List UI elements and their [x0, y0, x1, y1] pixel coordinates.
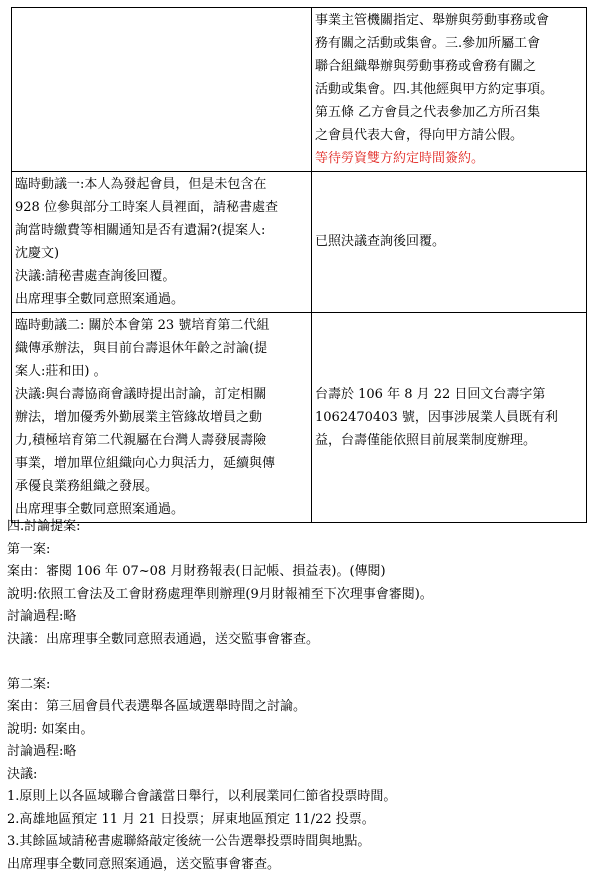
case-explanation: 說明: 如案由。 [7, 721, 94, 737]
text-line: 聯合組織舉辦與勞動事務或會務有關之 [315, 59, 537, 74]
case-subject: 案由：第三屆會員代表選舉各區域選舉時間之討論。 [7, 699, 307, 714]
text-line: 928 位參與部分工時案人員裡面，請秘書處查 [15, 200, 278, 215]
minutes-table [11, 7, 587, 523]
resolution-item: 1.原則上以各區域聯合會議當日舉行，以利展業同仁節省投票時間。 [7, 789, 397, 804]
text-line: 第五條 乙方會員之代表參加乙方所召集 [315, 105, 541, 120]
case-process: 討論過程:略 [7, 744, 77, 759]
table-cell-empty [12, 8, 312, 172]
case-resolution-label: 決議: [7, 766, 38, 782]
text-line: 臨時動議二: 關於本會第 23 號培育第二代組 [15, 318, 270, 333]
case-process: 討論過程:略 [7, 609, 77, 624]
status-note-red: 等待勞資雙方約定時間簽約。 [315, 151, 485, 166]
text-line: 詢當時繳費等相關通知是否有遺漏?(提案人: [15, 223, 266, 238]
text-line: 務有關之活動或集會。三.參加所屬工會 [315, 36, 541, 51]
text-line: 益，台壽僅能依照目前展業制度辦理。 [315, 433, 537, 448]
discussion-section [7, 516, 583, 876]
case-final-resolution: 出席理事全數同意照案通過，送交監事會審查。 [7, 856, 281, 872]
resolution-item: 2.高雄地區預定 11 月 21 日投票；屏東地區預定 11/22 投票。 [7, 811, 375, 827]
text-line: 織傳承辦法，與目前台壽退休年齡之討論(提 [15, 341, 268, 356]
case-title: 第二案: [7, 676, 51, 692]
text-line: 沈慶文) [15, 246, 60, 261]
text-line: 出席理事全數同意照案通過。 [15, 292, 185, 307]
text-line: 案人:莊和田) 。 [15, 364, 107, 379]
text-line: 之會員代表大會，得向甲方請公假。 [315, 128, 524, 143]
table-row [12, 8, 587, 172]
case-title: 第一案: [7, 541, 51, 557]
case-explanation: 說明:依照工會法及工會財務處理準則辦理(9月財報補至下次理事會審閱)。 [7, 586, 433, 602]
spacer [7, 651, 583, 674]
text-line: 承優良業務組織之發展。 [15, 479, 159, 494]
case-resolution: 決議：出席理事全數同意照表通過，送交監事會審查。 [7, 631, 320, 647]
resolution-item: 3.其餘區域請秘書處聯絡敲定後統一公告選舉投票時間與地點。 [7, 834, 371, 849]
text-line: 事業，增加單位組織向心力與活力，延續與傳 [15, 456, 276, 471]
text-line: 1062470403 號，因事涉展業人員既有利 [315, 410, 558, 425]
section-heading: 四.討論提案: [7, 519, 81, 534]
text-line: 決議:請秘書處查詢後回覆。 [15, 269, 176, 284]
table-cell-motion-1 [12, 172, 312, 313]
text-line: 活動或集會。四.其他經與甲方約定事項。 [315, 82, 554, 97]
table-cell-motion-1-result [312, 172, 587, 313]
case-subject: 案由：審閱 106 年 07~08 月財務報表(日記帳、損益表)。(傳閱) [7, 564, 386, 579]
text-line: 辦法，增加優秀外勤展業主管緣故增員之動 [15, 410, 263, 425]
table-cell-motion-2-result [312, 313, 587, 523]
text-line: 台壽於 106 年 8 月 22 日回文台壽字第 [315, 387, 546, 402]
table-row [12, 172, 587, 313]
text-line: 已照決議查詢後回覆。 [315, 234, 446, 249]
table-cell-resolution-continued [312, 8, 587, 172]
text-line: 決議:與台壽協商會議時提出討論，訂定相關 [15, 387, 267, 402]
text-line: 出席理事全數同意照案通過。 [15, 502, 185, 517]
text-line: 事業主管機關指定、舉辦與勞動事務或會 [315, 13, 550, 28]
table-row [12, 313, 587, 523]
table-cell-motion-2 [12, 313, 312, 523]
text-line: 力,積極培育第二代親屬在台灣人壽發展壽險 [15, 433, 267, 448]
text-line: 臨時動議一:本人為發起會員，但是未包含在 [15, 177, 267, 192]
